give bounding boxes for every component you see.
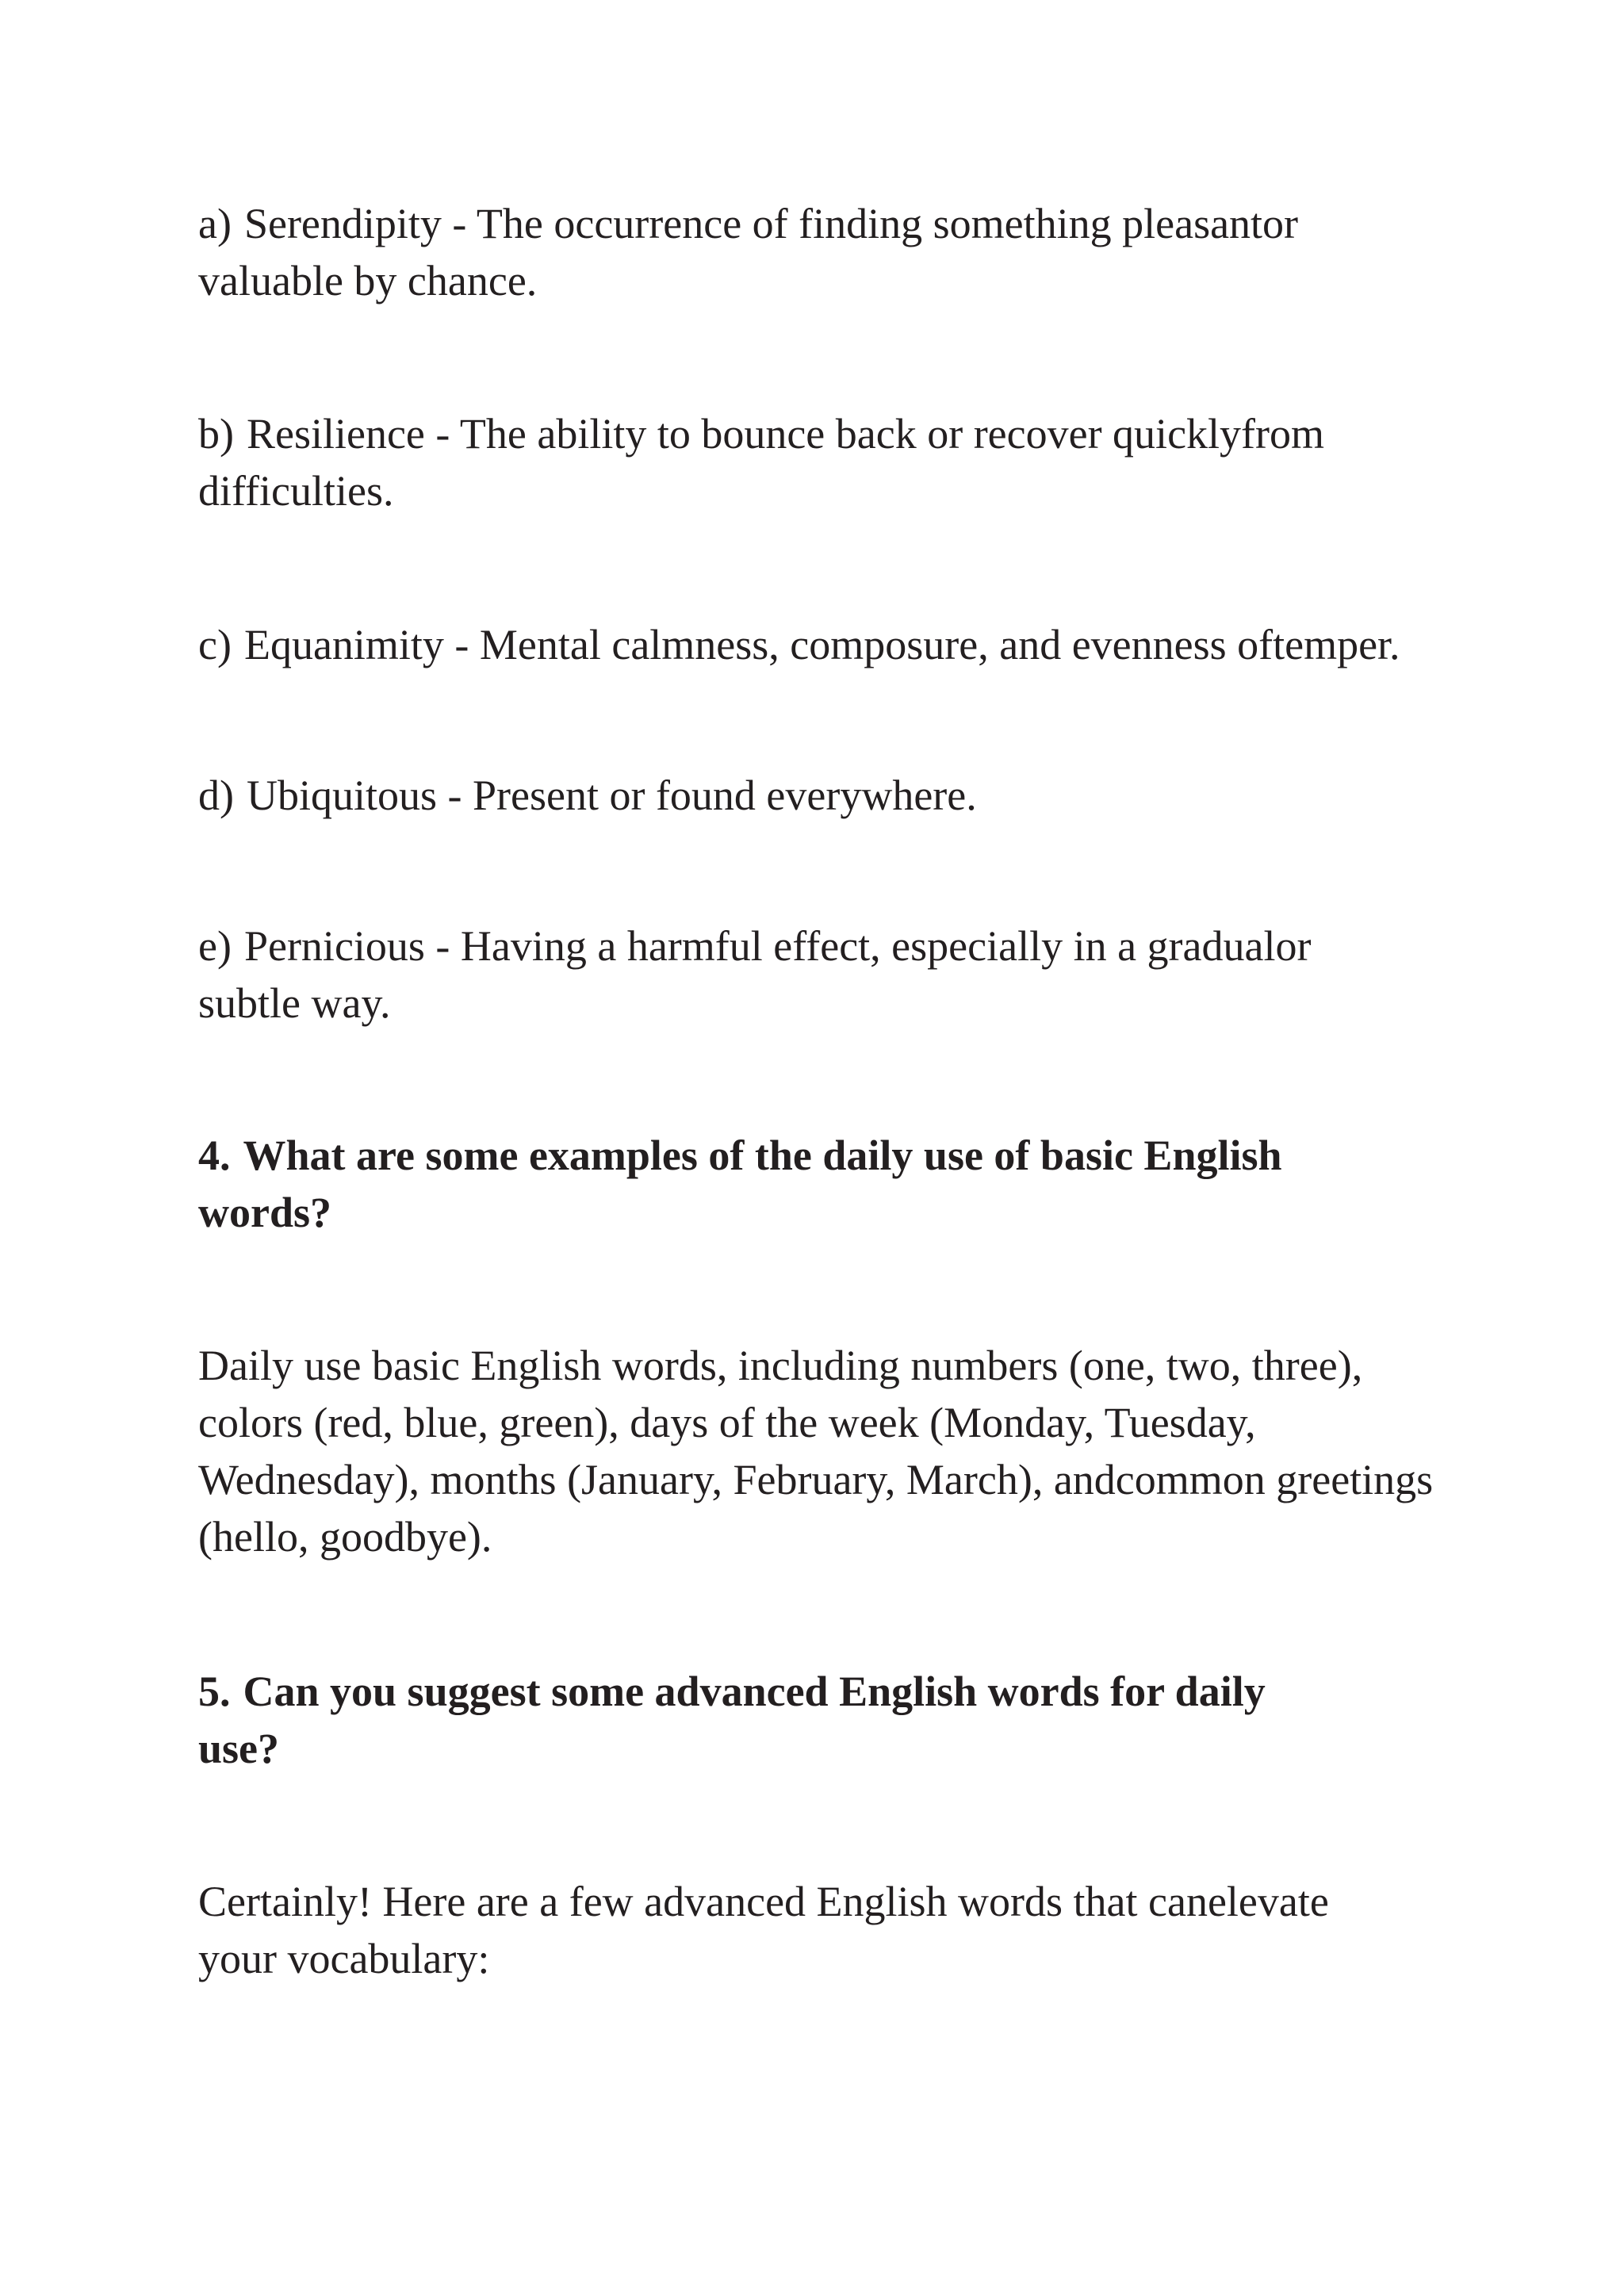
definition-line xyxy=(198,917,1467,975)
definition-equanimity xyxy=(198,616,1467,673)
definition-line: valuable by chance. xyxy=(198,257,538,304)
heading-text: What are some examples of the daily use of basic English xyxy=(243,1132,1282,1179)
definition-line: difficulties. xyxy=(198,467,394,515)
heading-text: Can you suggest some advanced English words for daily xyxy=(243,1668,1266,1715)
definition-serendipity xyxy=(198,195,1467,309)
paragraph-line: (hello, goodbye). xyxy=(198,1513,492,1561)
heading-line xyxy=(198,1663,1467,1720)
definition-line xyxy=(198,616,1467,673)
definition-text: Serendipity - The occurrence of finding something pleasantor xyxy=(243,200,1299,247)
question-5-heading xyxy=(198,1663,1467,1777)
heading-line xyxy=(198,1127,1467,1184)
definition-line: subtle way. xyxy=(198,979,391,1027)
definition-text: Ubiquitous - Present or found everywhere. xyxy=(246,772,977,819)
answer-4-paragraph xyxy=(198,1337,1467,1565)
heading-line: words? xyxy=(198,1189,332,1236)
paragraph-line: your vocabulary: xyxy=(198,1935,490,1982)
definition-line xyxy=(198,405,1467,462)
paragraph-line: colors (red, blue, green), days of the week (Monday, Tuesday, xyxy=(198,1399,1256,1446)
definition-ubiquitous xyxy=(198,767,1467,824)
definition-line xyxy=(198,195,1467,252)
definition-text: Pernicious - Having a harmful effect, especially in a gradualor xyxy=(243,922,1312,970)
definition-resilience xyxy=(198,405,1467,519)
definition-text: Resilience - The ability to bounce back or recover quicklyfrom xyxy=(246,410,1325,458)
list-marker: a) xyxy=(198,200,232,247)
paragraph-line: Wednesday), months (January, February, March), andcommon greetings xyxy=(198,1456,1434,1503)
answer-5-paragraph xyxy=(198,1873,1467,1987)
list-marker: e) xyxy=(198,922,232,970)
paragraph-line: Daily use basic English words, including numbers (one, two, three), xyxy=(198,1342,1363,1389)
definition-line xyxy=(198,767,1467,824)
definition-pernicious xyxy=(198,917,1467,1032)
question-number: 5. xyxy=(198,1668,231,1715)
paragraph-line: Certainly! Here are a few advanced English words that canelevate xyxy=(198,1878,1329,1925)
question-4-heading xyxy=(198,1127,1467,1241)
definition-text: Equanimity - Mental calmness, composure, and evenness oftemper. xyxy=(243,621,1400,668)
question-number: 4. xyxy=(198,1132,231,1179)
list-marker: b) xyxy=(198,410,234,458)
heading-line: use? xyxy=(198,1725,280,1772)
list-marker: c) xyxy=(198,621,232,668)
list-marker: d) xyxy=(198,772,234,819)
